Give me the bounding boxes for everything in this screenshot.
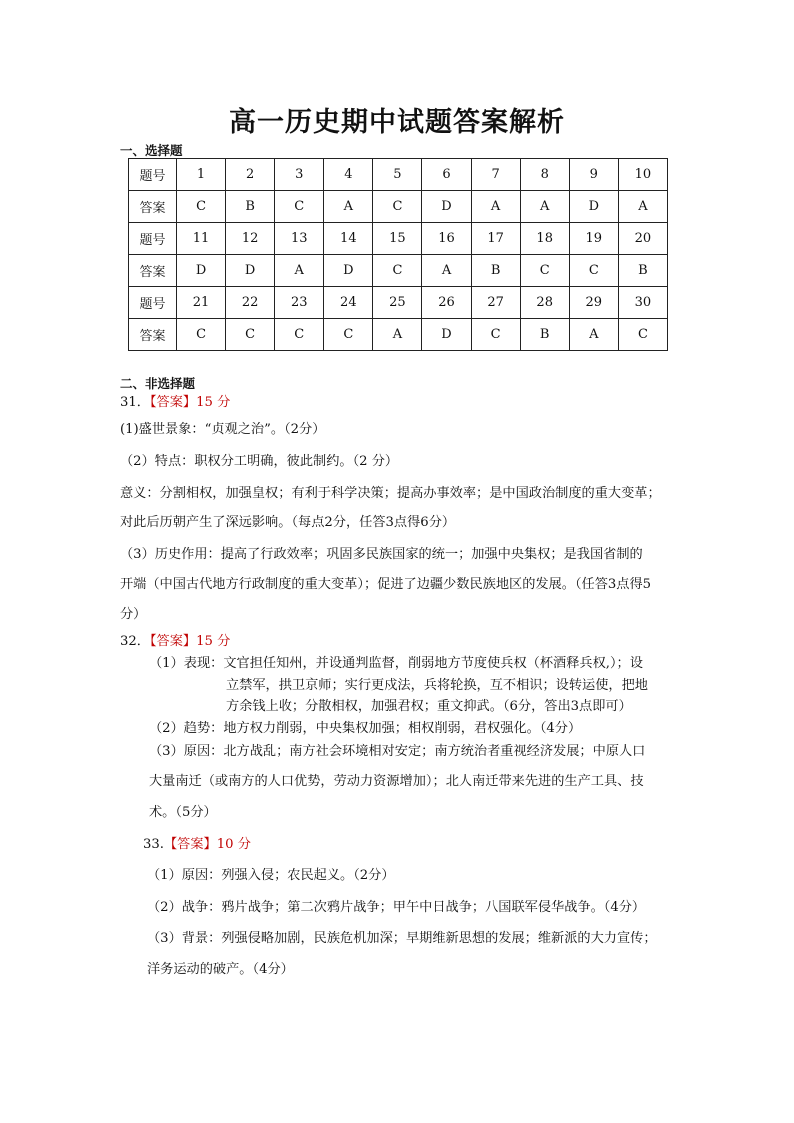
table-cell: 5	[373, 159, 422, 191]
q31-line: 对此后历朝产生了深远影响。（每点2分，任答3点得6分）	[120, 515, 456, 530]
table-cell: C	[177, 319, 226, 351]
table-cell: 10	[618, 159, 667, 191]
table-cell: 25	[373, 287, 422, 319]
q31-answer-tag: 【答案】	[149, 395, 197, 410]
table-cell: 11	[177, 223, 226, 255]
table-row	[129, 159, 668, 191]
table-cell: A	[471, 191, 520, 223]
table-cell: C	[275, 191, 324, 223]
table-cell: D	[324, 255, 373, 287]
table-cell: D	[422, 319, 471, 351]
table-cell: 17	[471, 223, 520, 255]
table-cell: C	[177, 191, 226, 223]
section-heading-multiple-choice: 一、选择题	[120, 143, 183, 158]
table-cell: 30	[618, 287, 667, 319]
row-label: 答案	[129, 191, 177, 223]
table-cell: 3	[275, 159, 324, 191]
q33-score: 10 分	[216, 837, 251, 852]
table-cell: A	[275, 255, 324, 287]
table-cell: 15	[373, 223, 422, 255]
table-cell: D	[422, 191, 471, 223]
row-label: 答案	[129, 319, 177, 351]
q32-score: 15 分	[196, 634, 231, 649]
table-cell: C	[373, 191, 422, 223]
table-cell: 20	[618, 223, 667, 255]
q31-number: 31．	[120, 395, 150, 410]
q31-line: 分）	[120, 607, 147, 622]
q32-line: 大量南迁（或南方的人口优势，劳动力资源增加）；北人南迁带来先进的生产工具、技	[149, 774, 644, 789]
table-row	[129, 319, 668, 351]
q33-number: 33.	[143, 837, 164, 852]
table-cell: C	[324, 319, 373, 351]
table-cell: 21	[177, 287, 226, 319]
table-cell: 8	[520, 159, 569, 191]
table-cell: D	[177, 255, 226, 287]
table-cell: A	[520, 191, 569, 223]
q32-number: 32．	[120, 634, 150, 649]
q31-line: （3）历史作用：提高了行政效率；巩固多民族国家的统一；加强中央集权；是我国省制的	[120, 547, 643, 562]
table-cell: 27	[471, 287, 520, 319]
table-cell: C	[471, 319, 520, 351]
q33-line: 洋务运动的破产。（4分）	[147, 962, 294, 977]
q31-header	[120, 393, 230, 413]
table-cell: 28	[520, 287, 569, 319]
table-cell: C	[618, 319, 667, 351]
table-cell: 23	[275, 287, 324, 319]
table-cell: C	[226, 319, 275, 351]
table-cell: 12	[226, 223, 275, 255]
q32-line: 术。（5分）	[149, 805, 217, 820]
table-cell: 22	[226, 287, 275, 319]
table-cell: C	[373, 255, 422, 287]
q32-line: 方余钱上收；分散相权，加强君权；重文抑武。（6分，答出3点即可）	[226, 699, 632, 714]
q32-answer-tag: 【答案】	[149, 634, 197, 649]
table-cell: 9	[569, 159, 618, 191]
table-row	[129, 191, 668, 223]
page-title: 高一历史期中试题答案解析	[229, 107, 565, 138]
table-cell: C	[569, 255, 618, 287]
q33-line: （3）背景：列强侵略加剧，民族危机加深；早期维新思想的发展；维新派的大力宣传；	[147, 931, 657, 946]
row-label: 答案	[129, 255, 177, 287]
q33-line: （2）战争：鸦片战争；第二次鸦片战争；甲午中日战争；八国联军侵华战争。（4分）	[147, 900, 646, 915]
table-cell: B	[618, 255, 667, 287]
q31-line: (1)盛世景象：“贞观之治”。（2分）	[120, 422, 326, 437]
table-cell: 24	[324, 287, 373, 319]
table-cell: C	[520, 255, 569, 287]
table-cell: B	[226, 191, 275, 223]
table-cell: A	[373, 319, 422, 351]
table-cell: 6	[422, 159, 471, 191]
q33-line: （1）原因：列强入侵；农民起义。（2分）	[147, 868, 395, 883]
table-cell: A	[569, 319, 618, 351]
q33-answer-tag: 【答案】	[163, 837, 217, 852]
answer-table	[128, 158, 668, 351]
table-row	[129, 255, 668, 287]
table-cell: B	[520, 319, 569, 351]
table-cell: 19	[569, 223, 618, 255]
table-cell: 4	[324, 159, 373, 191]
q32-line: （2）趋势：地方权力削弱，中央集权加强；相权削弱，君权强化。（4分）	[149, 721, 582, 736]
table-cell: 2	[226, 159, 275, 191]
table-row	[129, 223, 668, 255]
q32-header	[120, 632, 230, 652]
q32-line: 立禁军，拱卫京师；实行更戍法，兵将轮换，互不相识；设转运使，把地	[226, 678, 648, 693]
table-cell: D	[226, 255, 275, 287]
row-label: 题号	[129, 223, 177, 255]
table-cell: B	[471, 255, 520, 287]
q31-score: 15 分	[196, 395, 231, 410]
table-cell: A	[422, 255, 471, 287]
table-cell: 7	[471, 159, 520, 191]
row-label: 题号	[129, 159, 177, 191]
row-label: 题号	[129, 287, 177, 319]
q33-header	[143, 835, 251, 855]
table-cell: 18	[520, 223, 569, 255]
table-cell: 16	[422, 223, 471, 255]
table-cell: 13	[275, 223, 324, 255]
table-cell: 29	[569, 287, 618, 319]
table-cell: C	[275, 319, 324, 351]
q31-line: 开端（中国古代地方行政制度的重大变革）；促进了边疆少数民族地区的发展。（任答3点得5	[120, 577, 652, 592]
table-cell: 14	[324, 223, 373, 255]
q31-line: （2）特点：职权分工明确，彼此制约。（2 分）	[120, 454, 399, 469]
q31-line: 意义：分割相权，加强皇权；有利于科学决策；提高办事效率；是中国政治制度的重大变革；	[120, 486, 661, 501]
section-heading-non-choice: 二、非选择题	[120, 376, 196, 391]
table-cell: D	[569, 191, 618, 223]
q32-line: （1）表现：文官担任知州，并设通判监督，削弱地方节度使兵权（杯酒释兵权,）；设	[149, 656, 643, 671]
table-cell: 26	[422, 287, 471, 319]
q32-line: （3）原因：北方战乱；南方社会环境相对安定；南方统治者重视经济发展；中原人口	[149, 744, 646, 759]
table-row	[129, 287, 668, 319]
table-cell: A	[618, 191, 667, 223]
table-cell: A	[324, 191, 373, 223]
table-cell: 1	[177, 159, 226, 191]
